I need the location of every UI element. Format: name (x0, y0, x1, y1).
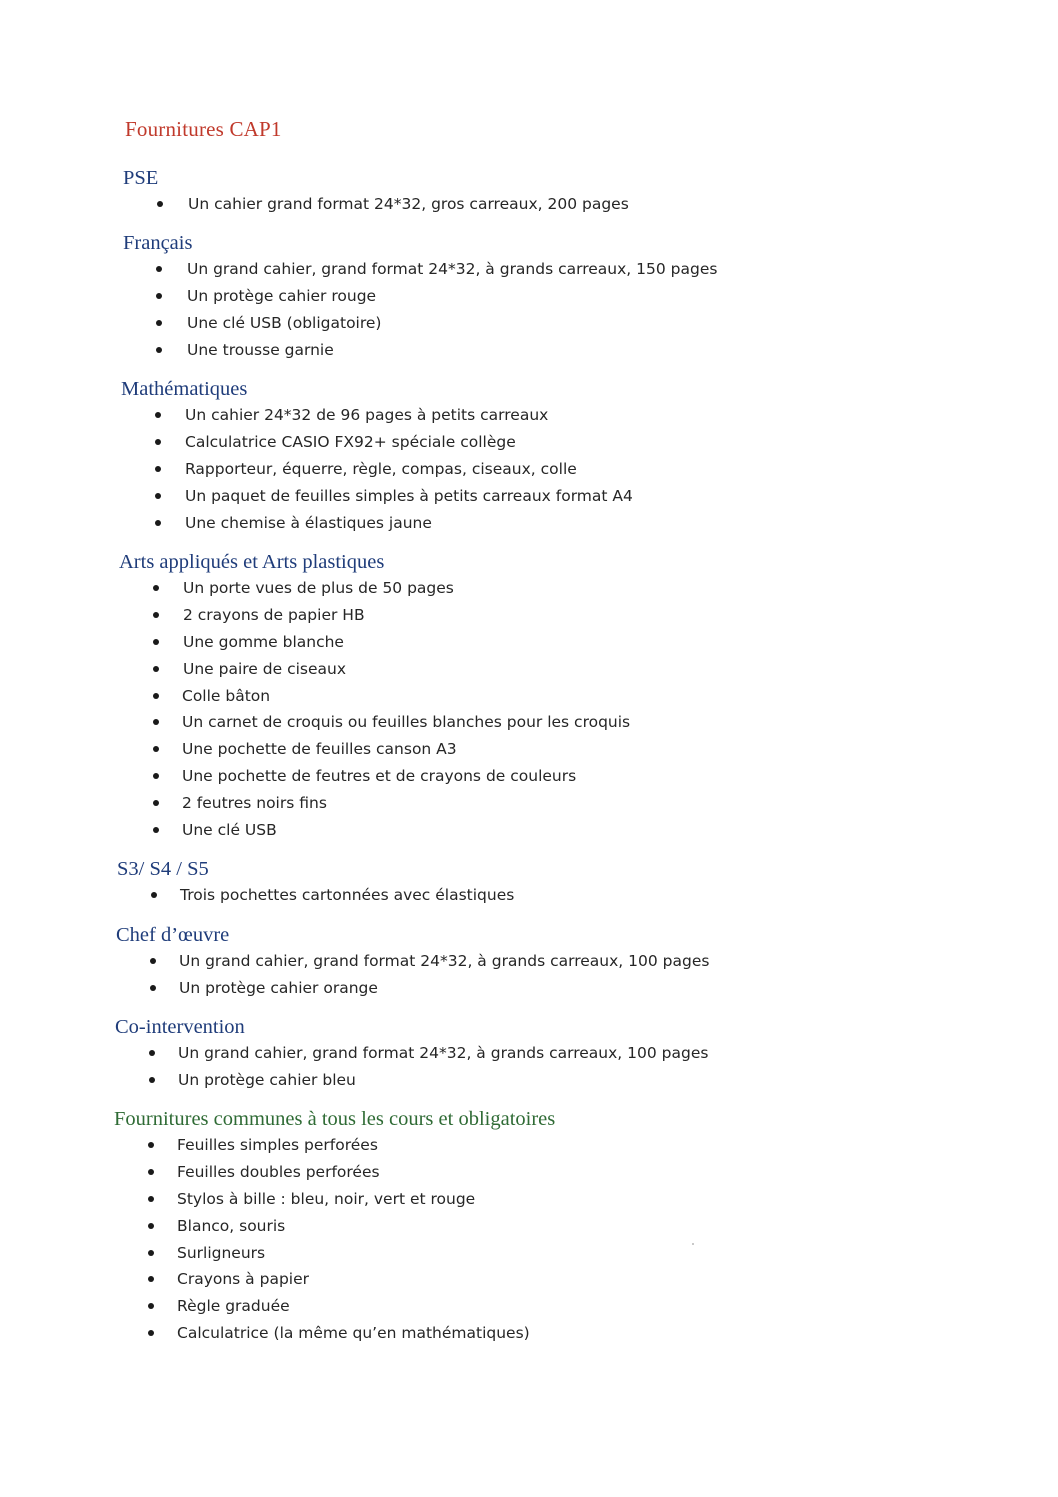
section-s3-s4-s5 (117, 856, 515, 909)
list-item: 2 feutres noirs fins (119, 790, 384, 817)
bullet-icon (156, 347, 162, 353)
list-item: Un cahier 24*32 de 96 pages à petits carreaux (121, 402, 247, 429)
section-pse (123, 165, 629, 218)
list-item: Un grand cahier, grand format 24*32, à grands carreaux, 100 pages (116, 948, 229, 975)
bullet-icon (153, 585, 159, 591)
section-heading: Chef d’œuvre (116, 924, 230, 946)
bullet-icon (153, 719, 159, 725)
list-item: Un protège cahier rouge (123, 283, 192, 310)
section-heading: Co-intervention (115, 1016, 245, 1038)
bullet-icon (149, 1077, 155, 1083)
bullet-icon (153, 800, 159, 806)
bullet-icon (156, 293, 162, 299)
section-co-intervention (115, 1014, 709, 1094)
list-item: Une clé USB (obligatoire) (123, 310, 192, 337)
list-item: Un protège cahier bleu (115, 1067, 245, 1094)
section-fournitures-communes (114, 1106, 555, 1347)
bullet-icon (157, 201, 163, 207)
section-heading: Arts appliqués et Arts plastiques (119, 551, 385, 573)
list-item: Un protège cahier orange (116, 975, 229, 1002)
bullet-icon (153, 746, 159, 752)
bullet-icon (155, 520, 161, 526)
bullet-icon (149, 1050, 155, 1056)
section-francais (123, 230, 718, 364)
list-item: Une trousse garnie (123, 337, 192, 364)
list-item: Un paquet de feuilles simples à petits carreaux format A4 (121, 483, 247, 510)
list-item: Un cahier grand format 24*32, gros carreaux, 200 pages (123, 191, 158, 218)
list-item: Calculatrice (la même qu’en mathématiques) (114, 1320, 555, 1347)
list-item: Une clé USB (119, 817, 384, 844)
bullet-icon (151, 892, 157, 898)
bullet-icon (155, 466, 161, 472)
bullet-icon (155, 412, 161, 418)
bullet-icon (148, 1330, 154, 1336)
bullet-icon (148, 1303, 154, 1309)
list-item: Colle bâton (119, 683, 384, 710)
list-item: Une paire de ciseaux (119, 656, 384, 683)
list-item: Rapporteur, équerre, règle, compas, ciseaux, colle (121, 456, 247, 483)
item-list (115, 1040, 709, 1094)
list-item: Crayons à papier (114, 1266, 555, 1293)
bullet-icon (148, 1196, 154, 1202)
list-item: Un porte vues de plus de 50 pages (119, 575, 384, 602)
list-item: Feuilles doubles perforées (114, 1159, 555, 1186)
section-heading: Fournitures communes à tous les cours et obligatoires (114, 1108, 556, 1130)
list-item: Un carnet de croquis ou feuilles blanches pour les croquis (119, 709, 384, 736)
bullet-icon (148, 1250, 154, 1256)
item-list (123, 191, 629, 218)
list-item: Une pochette de feuilles canson A3 (119, 736, 384, 763)
list-item: Calculatrice CASIO FX92+ spéciale collège (121, 429, 247, 456)
bullet-icon (156, 320, 162, 326)
bullet-icon (155, 493, 161, 499)
item-list (117, 882, 515, 909)
list-item: Une chemise à élastiques jaune (121, 510, 247, 537)
list-item: Une pochette de feutres et de crayons de couleurs (119, 763, 384, 790)
bullet-icon (153, 773, 159, 779)
list-item: Un grand cahier, grand format 24*32, à grands carreaux, 100 pages (115, 1040, 245, 1067)
bullet-icon (148, 1142, 154, 1148)
bullet-icon (155, 439, 161, 445)
section-heading: PSE (123, 167, 159, 189)
item-list (119, 575, 631, 844)
section-heading: Français (123, 232, 193, 254)
item-list (121, 402, 633, 536)
bullet-icon (153, 666, 159, 672)
list-item: Une gomme blanche (119, 629, 384, 656)
list-item: Trois pochettes cartonnées avec élastiques (117, 882, 209, 909)
bullet-icon (148, 1276, 154, 1282)
section-arts (119, 549, 631, 844)
bullet-icon (150, 958, 156, 964)
bullet-icon (148, 1169, 154, 1175)
section-mathematiques (121, 376, 633, 536)
bullet-icon (153, 693, 159, 699)
bullet-icon (153, 639, 159, 645)
list-item: Surligneurs (114, 1240, 555, 1267)
list-item: Blanco, souris (114, 1213, 555, 1240)
section-heading: Mathématiques (121, 378, 248, 400)
scan-speck (692, 1243, 694, 1245)
bullet-icon (153, 612, 159, 618)
bullet-icon (156, 266, 162, 272)
bullet-icon (150, 985, 156, 991)
section-chef-doeuvre (116, 922, 710, 1002)
list-item: Un grand cahier, grand format 24*32, à grands carreaux, 150 pages (123, 256, 192, 283)
section-heading: S3/ S4 / S5 (117, 858, 209, 880)
item-list (123, 256, 718, 364)
list-item: Stylos à bille : bleu, noir, vert et rouge (114, 1186, 555, 1213)
list-item: Feuilles simples perforées (114, 1132, 555, 1159)
document-title: Fournitures CAP1 (125, 117, 282, 141)
bullet-icon (153, 827, 159, 833)
item-list (114, 1132, 555, 1347)
list-item: 2 crayons de papier HB (119, 602, 384, 629)
bullet-icon (148, 1223, 154, 1229)
item-list (116, 948, 710, 1002)
list-item: Règle graduée (114, 1293, 555, 1320)
